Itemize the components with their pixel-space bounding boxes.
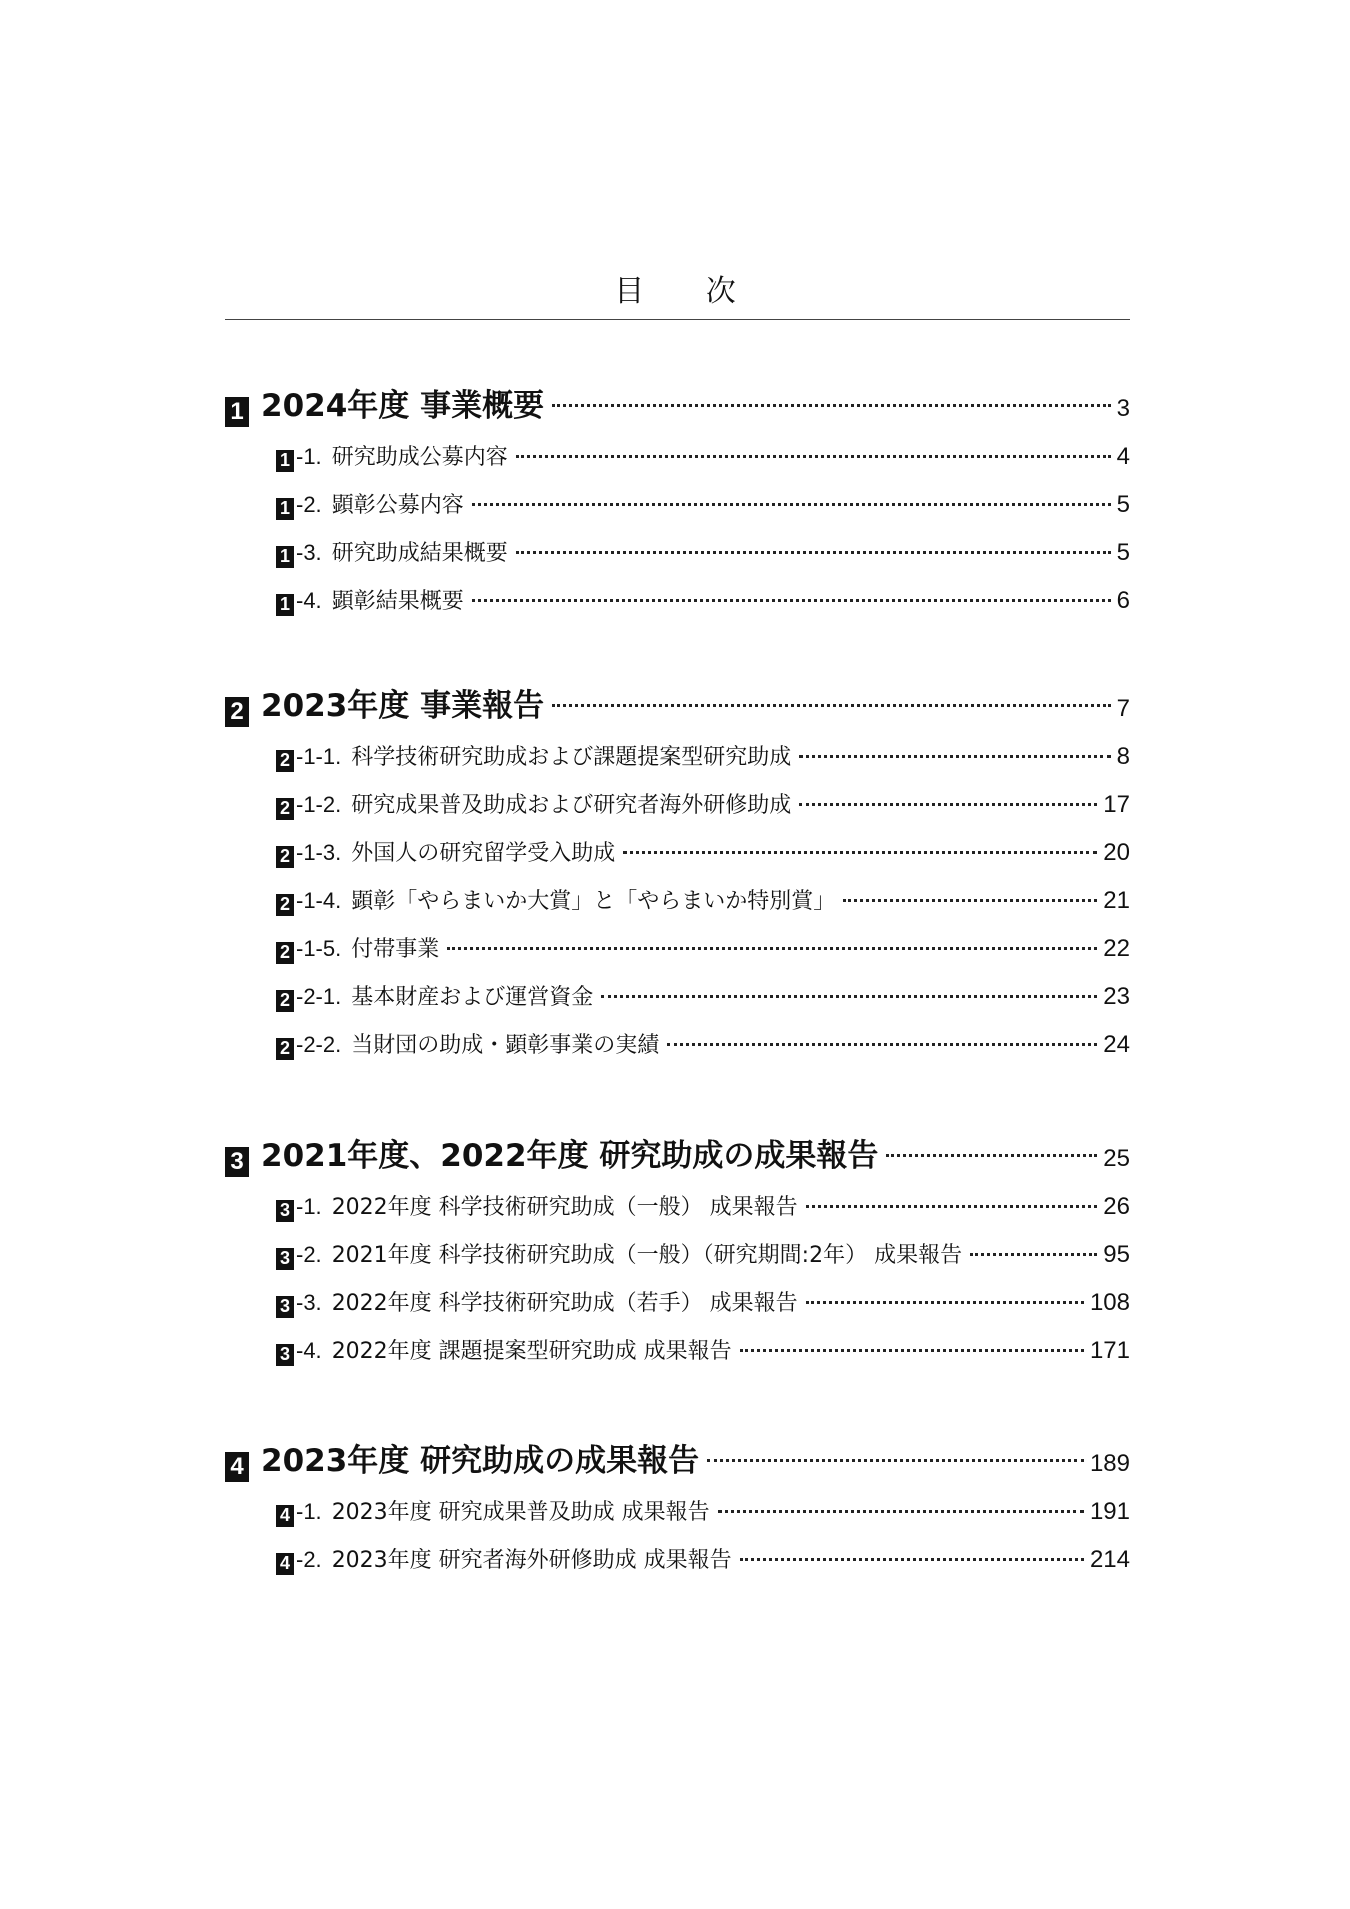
item-number: -1. bbox=[296, 444, 322, 469]
section-number-badge: 2 bbox=[276, 942, 294, 964]
toc-item[interactable] bbox=[276, 740, 1130, 771]
page-number: 191 bbox=[1089, 1498, 1130, 1525]
toc-item[interactable] bbox=[276, 980, 1130, 1011]
section-number-badge: 1 bbox=[276, 450, 294, 472]
page-number: 26 bbox=[1103, 1193, 1130, 1220]
dot-leader bbox=[516, 455, 1111, 458]
page-number: 5 bbox=[1116, 491, 1130, 518]
toc-section-3[interactable] bbox=[225, 1130, 1130, 1175]
item-title: 付帯事業 bbox=[351, 937, 440, 962]
section-number-badge: 1 bbox=[276, 498, 294, 520]
dot-leader bbox=[799, 755, 1110, 758]
section-number-badge: 4 bbox=[225, 1452, 249, 1482]
item-title: 2023年度 研究者海外研修助成 成果報告 bbox=[331, 1548, 732, 1573]
item-title: 顕彰公募内容 bbox=[331, 493, 464, 518]
dot-leader bbox=[970, 1253, 1097, 1256]
section-number-badge: 2 bbox=[276, 846, 294, 868]
item-number: -2. bbox=[296, 1547, 322, 1572]
section-number-badge: 2 bbox=[276, 750, 294, 772]
item-number: -2. bbox=[296, 1242, 322, 1267]
item-title: 2022年度 課題提案型研究助成 成果報告 bbox=[331, 1339, 732, 1364]
item-title: 2022年度 科学技術研究助成（若手） 成果報告 bbox=[331, 1291, 798, 1316]
toc-item[interactable] bbox=[276, 488, 1130, 519]
section-number-badge: 2 bbox=[276, 798, 294, 820]
page-number: 189 bbox=[1089, 1450, 1130, 1477]
item-title: 研究助成結果概要 bbox=[331, 541, 508, 566]
dot-leader bbox=[623, 851, 1097, 854]
dot-leader bbox=[552, 704, 1111, 707]
page-number: 21 bbox=[1103, 887, 1130, 914]
page-number: 22 bbox=[1103, 935, 1130, 962]
section-number-badge: 3 bbox=[276, 1344, 294, 1366]
item-title: 基本財産および運営資金 bbox=[351, 985, 594, 1010]
item-number: -2. bbox=[296, 492, 322, 517]
toc-item[interactable] bbox=[276, 1334, 1130, 1365]
section-number-badge: 4 bbox=[276, 1505, 294, 1527]
item-title: 科学技術研究助成および課題提案型研究助成 bbox=[351, 745, 792, 770]
item-number: -1-2. bbox=[296, 792, 342, 817]
section-number-badge: 1 bbox=[225, 397, 249, 427]
toc-section-1[interactable] bbox=[225, 380, 1130, 425]
item-title: 2023年度 研究成果普及助成 成果報告 bbox=[331, 1500, 710, 1525]
page-number: 4 bbox=[1116, 443, 1130, 470]
item-title: 当財団の助成・顕彰事業の実績 bbox=[351, 1033, 660, 1058]
page-number: 5 bbox=[1116, 539, 1130, 566]
section-title: 2023年度 事業報告 bbox=[261, 688, 545, 724]
toc-item[interactable] bbox=[276, 584, 1130, 615]
dot-leader bbox=[472, 503, 1111, 506]
dot-leader bbox=[707, 1459, 1084, 1462]
section-number-badge: 3 bbox=[276, 1296, 294, 1318]
section-title: 2024年度 事業概要 bbox=[261, 388, 545, 424]
page-number: 23 bbox=[1103, 983, 1130, 1010]
page-number: 108 bbox=[1089, 1289, 1130, 1316]
toc-item[interactable] bbox=[276, 788, 1130, 819]
dot-leader bbox=[740, 1349, 1084, 1352]
item-number: -1. bbox=[296, 1194, 322, 1219]
dot-leader bbox=[552, 404, 1111, 407]
dot-leader bbox=[718, 1510, 1084, 1513]
page-number: 6 bbox=[1116, 587, 1130, 614]
item-title: 研究成果普及助成および研究者海外研修助成 bbox=[351, 793, 792, 818]
item-title: 研究助成公募内容 bbox=[331, 445, 508, 470]
page-number: 8 bbox=[1116, 743, 1130, 770]
item-number: -2-2. bbox=[296, 1032, 342, 1057]
item-number: -1-4. bbox=[296, 888, 342, 913]
page-number: 95 bbox=[1103, 1241, 1130, 1268]
page-number: 7 bbox=[1116, 695, 1130, 722]
dot-leader bbox=[447, 947, 1097, 950]
page-number: 3 bbox=[1116, 395, 1130, 422]
item-number: -1. bbox=[296, 1499, 322, 1524]
section-number-badge: 2 bbox=[225, 697, 249, 727]
dot-leader bbox=[667, 1043, 1097, 1046]
toc-item[interactable] bbox=[276, 884, 1130, 915]
dot-leader bbox=[843, 899, 1097, 902]
page-number: 17 bbox=[1103, 791, 1130, 818]
page-number: 24 bbox=[1103, 1031, 1130, 1058]
item-title: 顕彰「やらまいか大賞」と「やらまいか特別賞」 bbox=[351, 889, 836, 914]
toc-item[interactable] bbox=[276, 1238, 1130, 1269]
toc-item[interactable] bbox=[276, 1190, 1130, 1221]
section-number-badge: 2 bbox=[276, 894, 294, 916]
toc-item[interactable] bbox=[276, 1286, 1130, 1317]
page-number: 20 bbox=[1103, 839, 1130, 866]
page-number: 171 bbox=[1089, 1337, 1130, 1364]
toc-item[interactable] bbox=[276, 1495, 1130, 1526]
dot-leader bbox=[806, 1301, 1084, 1304]
item-title: 2021年度 科学技術研究助成（一般）（研究期間:2年） 成果報告 bbox=[331, 1243, 963, 1268]
item-title: 2022年度 科学技術研究助成（一般） 成果報告 bbox=[331, 1195, 798, 1220]
item-title: 外国人の研究留学受入助成 bbox=[351, 841, 616, 866]
item-number: -1-1. bbox=[296, 744, 342, 769]
section-number-badge: 1 bbox=[276, 546, 294, 568]
dot-leader bbox=[799, 803, 1097, 806]
item-title: 顕彰結果概要 bbox=[331, 589, 464, 614]
title-divider bbox=[225, 319, 1130, 320]
dot-leader bbox=[886, 1154, 1097, 1157]
page-number: 214 bbox=[1089, 1546, 1130, 1573]
dot-leader bbox=[601, 995, 1097, 998]
toc-item[interactable] bbox=[276, 1028, 1130, 1059]
section-number-badge: 3 bbox=[276, 1248, 294, 1270]
item-number: -3. bbox=[296, 1290, 322, 1315]
item-number: -4. bbox=[296, 1338, 322, 1363]
dot-leader bbox=[806, 1205, 1098, 1208]
item-number: -1-3. bbox=[296, 840, 342, 865]
dot-leader bbox=[472, 599, 1111, 602]
item-number: -2-1. bbox=[296, 984, 342, 1009]
item-number: -1-5. bbox=[296, 936, 342, 961]
toc-item[interactable] bbox=[276, 836, 1130, 867]
section-title: 2023年度 研究助成の成果報告 bbox=[261, 1443, 700, 1479]
dot-leader bbox=[516, 551, 1111, 554]
toc-section-2[interactable] bbox=[225, 680, 1130, 725]
toc-item[interactable] bbox=[276, 932, 1130, 963]
item-number: -3. bbox=[296, 540, 322, 565]
section-number-badge: 3 bbox=[225, 1147, 249, 1177]
toc-section-4[interactable] bbox=[225, 1435, 1130, 1480]
dot-leader bbox=[740, 1558, 1084, 1561]
section-number-badge: 1 bbox=[276, 594, 294, 616]
page-number: 25 bbox=[1103, 1145, 1130, 1172]
toc-item[interactable] bbox=[276, 440, 1130, 471]
section-number-badge: 2 bbox=[276, 1038, 294, 1060]
page-title: 目 次 bbox=[614, 274, 762, 309]
section-number-badge: 3 bbox=[276, 1200, 294, 1222]
item-number: -4. bbox=[296, 588, 322, 613]
section-number-badge: 4 bbox=[276, 1553, 294, 1575]
section-title: 2021年度、2022年度 研究助成の成果報告 bbox=[261, 1138, 879, 1174]
toc-item[interactable] bbox=[276, 1543, 1130, 1574]
toc-item[interactable] bbox=[276, 536, 1130, 567]
section-number-badge: 2 bbox=[276, 990, 294, 1012]
